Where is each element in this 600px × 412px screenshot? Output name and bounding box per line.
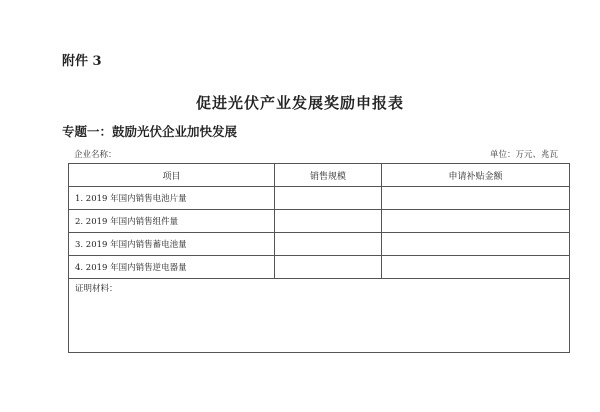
table-row (69, 233, 570, 256)
row-item-label: 2. 2019 年国内销售组件量 (69, 210, 275, 233)
row-item-label: 3. 2019 年国内销售蓄电池量 (69, 233, 275, 256)
topic-heading: 专题一：鼓励光伏企业加快发展 (62, 124, 238, 139)
header-item: 项目 (69, 164, 275, 187)
subsidy-amount-cell[interactable] (382, 187, 570, 210)
sales-scale-cell[interactable] (275, 233, 382, 256)
evidence-row (69, 279, 570, 353)
table-row (69, 256, 570, 279)
row-item-label: 4. 2019 年国内销售逆电器量 (69, 256, 275, 279)
table-row (69, 187, 570, 210)
table-header-row (69, 164, 570, 187)
evidence-label: 证明材料： (75, 284, 118, 294)
sales-scale-cell[interactable] (275, 256, 382, 279)
attachment-label: 附件 3 (62, 54, 102, 69)
sales-scale-cell[interactable] (275, 210, 382, 233)
evidence-cell[interactable] (69, 279, 570, 353)
subsidy-amount-cell[interactable] (382, 210, 570, 233)
unit-label: 单位：万元、兆瓦 (489, 150, 558, 160)
sales-scale-cell[interactable] (275, 187, 382, 210)
header-sales-scale: 销售规模 (275, 164, 382, 187)
company-name-label: 企业名称： (74, 150, 117, 160)
table-row (69, 210, 570, 233)
row-item-label: 1. 2019 年国内销售电池片量 (69, 187, 275, 210)
subsidy-amount-cell[interactable] (382, 233, 570, 256)
form-title: 促进光伏产业发展奖励申报表 (195, 94, 404, 112)
subsidy-amount-cell[interactable] (382, 256, 570, 279)
header-subsidy-amount: 申请补贴金额 (382, 164, 570, 187)
application-table (68, 163, 570, 353)
